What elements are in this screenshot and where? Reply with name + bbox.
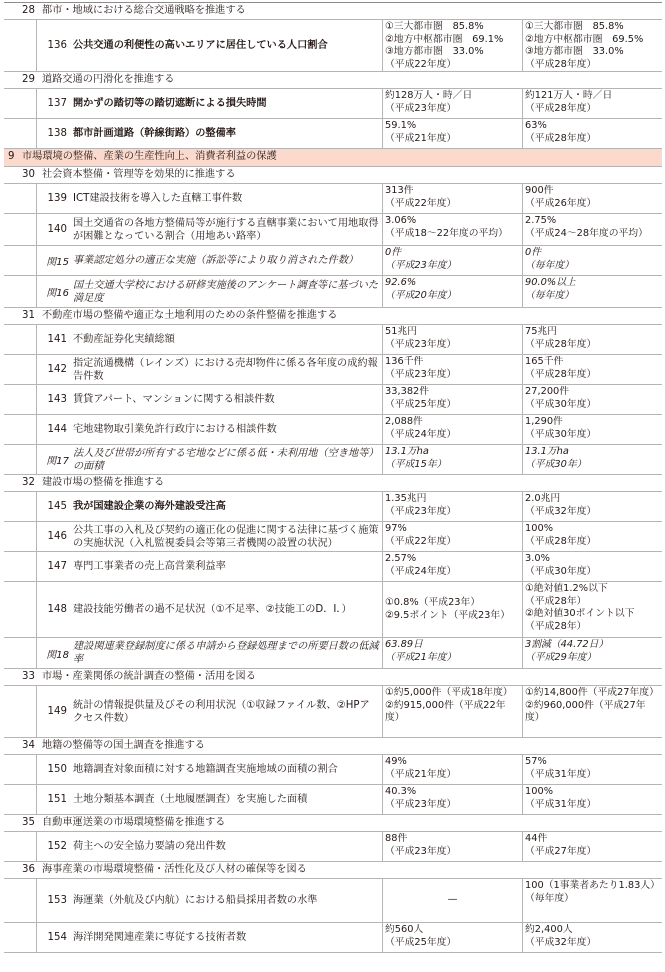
target-value: 100（1事業者あたり1.83人） （毎年度）	[522, 879, 662, 922]
target-value: 165千件 （平成28年度）	[522, 355, 662, 384]
table-row	[4, 552, 662, 582]
indicator-label: 建設技能労働者の過不足状況（①不足率、②技能工のD．I．）	[73, 604, 352, 615]
indicator-table	[4, 2, 662, 953]
baseline-value: ①約5,000件（平成18年度） ②約915,000件（平成22年度）	[382, 686, 522, 737]
indicator-number: 137	[47, 98, 67, 109]
target-value: 約121万人・時／日 （平成28年度）	[522, 89, 662, 118]
indicator-label: 不動産証券化実績総額	[73, 334, 175, 345]
target-value: 57% （平成31年度）	[522, 755, 662, 784]
target-value: 900件 （平成26年度）	[522, 184, 662, 213]
indicator-label: ICT建設技術を導入した直轄工事件数	[73, 193, 243, 204]
group-number: 32	[22, 477, 35, 488]
table-row	[4, 385, 662, 415]
target-value: 2.75% （平成24～28年度の平均）	[522, 214, 662, 245]
group-number: 31	[22, 310, 35, 321]
indicator-label: 海運業（外航及び内航）における船員採用者数の水準	[73, 895, 318, 906]
indicator-number: 関15	[46, 257, 69, 268]
indicator-label: 国土交通大学校における研修実施後のアンケート調査等に基づいた満足度	[73, 279, 379, 304]
group-row	[4, 815, 662, 832]
indicator-label: 法人及び世帯が所有する宅地などに係る低・未利用地（空き地等）の面積	[73, 447, 379, 472]
indicator-label: 公共交通の利便性の高いエリアに居住している人口割合	[73, 40, 328, 51]
table-row	[4, 492, 662, 522]
target-value: 13.1万ha （平成30年）	[522, 445, 662, 474]
table-row	[4, 355, 662, 385]
indicator-label: 荷主への安全協力要請の発出件数	[73, 841, 226, 852]
baseline-value: 約128万人・時／日 （平成23年度）	[382, 89, 522, 118]
indicator-label: 開かずの踏切等の踏切遮断による損失時間	[73, 98, 267, 109]
target-value: 2.0兆円 （平成32年度）	[522, 492, 662, 521]
baseline-value: 97% （平成22年度）	[382, 522, 522, 551]
table-row	[4, 325, 662, 355]
table-row	[4, 119, 662, 149]
baseline-text: —	[447, 894, 458, 906]
table-row	[4, 755, 662, 785]
baseline-value: 59.1% （平成21年度）	[382, 119, 522, 148]
indicator-number: 147	[47, 561, 67, 572]
indicator-number: 145	[47, 501, 67, 512]
indicator-number: 136	[47, 40, 67, 51]
target-value: ①三大都市圏 85.8% ②地方中枢都市圏 69.5% ③地方都市圏 33.0% （平成28年度）	[522, 20, 662, 71]
baseline-value: 63.89日 （平成21年度）	[382, 638, 522, 668]
group-row	[4, 738, 662, 755]
target-value: 100% （平成28年度）	[522, 522, 662, 551]
target-value: 90.0%以上 （毎年度）	[522, 276, 662, 307]
group-number: 30	[22, 169, 35, 180]
table-row	[4, 686, 662, 738]
indicator-number: 148	[47, 604, 67, 615]
baseline-value: 2.57% （平成24年度）	[382, 552, 522, 581]
baseline-value: 136千件 （平成23年度）	[382, 355, 522, 384]
baseline-text: ①0.8%（平成23年） ②9.5ポイント（平成23年）	[385, 597, 511, 621]
baseline-value: 51兆円 （平成23年度）	[382, 325, 522, 354]
group-row	[4, 475, 662, 492]
target-value: 約2,400人 （平成32年度）	[522, 923, 662, 952]
group-title: 建設市場の整備を推進する	[42, 477, 165, 488]
group-number: 33	[22, 671, 35, 682]
group-title: 市場・産業関係の統計調査の整備・活用を図る	[42, 671, 256, 682]
table-row	[4, 879, 662, 923]
group-row	[4, 72, 662, 89]
table-row	[4, 832, 662, 862]
indicator-number: 関17	[46, 456, 69, 467]
table-row	[4, 415, 662, 445]
baseline-value: 33,382件 （平成25年度）	[382, 385, 522, 414]
indicator-number: 149	[47, 706, 67, 717]
indicator-number: 150	[47, 764, 67, 775]
target-value: 3.0% （平成30年度）	[522, 552, 662, 581]
baseline-value: 1.35兆円 （平成23年度）	[382, 492, 522, 521]
indicator-label: 公共工事の入札及び契約の適正化の促進に関する法律に基づく施策の実施状況（入札監視委員会等第三者機関の設置の状況）	[73, 524, 379, 549]
group-title: 不動産市場の整備や適正な土地利用のための条件整備を推進する	[42, 310, 338, 321]
baseline-value: ①三大都市圏 85.8% ②地方中枢都市圏 69.1% ③地方都市圏 33.0% （平成22年度）	[382, 20, 522, 71]
baseline-value: 3.06% （平成18～22年度の平均）	[382, 214, 522, 245]
baseline-value: 92.6% （平成20年度）	[382, 276, 522, 307]
indicator-number: 151	[47, 794, 67, 805]
indicator-label: 都市計画道路（幹線街路）の整備率	[73, 128, 236, 139]
baseline-value: 40.3% （平成23年度）	[382, 785, 522, 814]
target-value: 1,290件 （平成30年度）	[522, 415, 662, 444]
indicator-label: 海洋開発関連産業に専従する技術者数	[73, 932, 247, 943]
group-number: 28	[22, 5, 35, 16]
indicator-number: 152	[47, 841, 67, 852]
group-title: 自動車運送業の市場環境整備を推進する	[42, 817, 226, 828]
group-number: 34	[22, 740, 35, 751]
baseline-value: 49% （平成21年度）	[382, 755, 522, 784]
indicator-number: 141	[47, 334, 67, 345]
table-row	[4, 246, 662, 276]
indicator-label: 建設関連業登録制度に係る申請から登録処理までの所要日数の低減率	[73, 641, 379, 665]
group-row	[4, 862, 662, 879]
group-title: 社会資本整備・管理等を効果的に推進する	[42, 169, 236, 180]
group-number: 29	[22, 74, 35, 85]
target-value: ①絶対値1.2%以下 （平成28年） ②絶対値30ポイント以下 （平成28年）	[522, 582, 662, 637]
baseline-value: 2,088件 （平成24年度）	[382, 415, 522, 444]
indicator-number: 139	[47, 193, 67, 204]
indicator-number: 153	[47, 895, 67, 906]
target-value: ①約14,800件（平成27年度） ②約960,000件（平成27年度）	[522, 686, 662, 737]
target-value: 3割減（44.72日） （平成29年度）	[522, 638, 662, 668]
baseline-value	[382, 879, 522, 922]
indicator-label: 統計の情報提供量及びその利用状況（①収録ファイル数、②HPアクセス件数）	[73, 699, 370, 724]
target-value: 100% （平成31年度）	[522, 785, 662, 814]
indicator-label: 専門工事業者の売上高営業利益率	[73, 561, 226, 572]
table-row	[4, 89, 662, 119]
table-row	[4, 445, 662, 475]
indicator-label: 賃貸アパート、マンションに関する相談件数	[73, 394, 275, 405]
group-row	[4, 308, 662, 325]
baseline-value: 88件 （平成23年度）	[382, 832, 522, 861]
group-title: 海事産業の市場環境整備・活性化及び人材の確保等を図る	[42, 864, 307, 875]
group-title: 地籍の整備等の国土調査を推進する	[42, 740, 205, 751]
group-row	[4, 3, 662, 20]
table-row	[4, 184, 662, 214]
indicator-number: 関18	[46, 649, 69, 661]
baseline-value: 313件 （平成22年度）	[382, 184, 522, 213]
table-row	[4, 276, 662, 308]
group-number: 35	[22, 817, 35, 828]
group-title: 道路交通の円滑化を推進する	[42, 74, 175, 85]
target-value: 44件 （平成27年度）	[522, 832, 662, 861]
target-value: 27,200件 （平成30年度）	[522, 385, 662, 414]
table-row	[4, 785, 662, 815]
indicator-label: 指定流通機構（レインズ）における売却物件に係る各年度の成約報告件数	[73, 357, 378, 382]
indicator-number: 143	[47, 394, 67, 405]
table-row	[4, 638, 662, 669]
goal-number: 9	[8, 151, 15, 162]
group-number: 36	[22, 864, 35, 875]
policy-goal-row	[4, 149, 662, 167]
table-row	[4, 20, 662, 72]
baseline-value	[382, 582, 522, 637]
indicator-number: 142	[47, 364, 67, 375]
indicator-number: 146	[47, 531, 67, 542]
group-title: 都市・地域における総合交通戦略を推進する	[42, 5, 246, 16]
target-value: 0件 （毎年度）	[522, 246, 662, 275]
target-value: 63% （平成28年度）	[522, 119, 662, 148]
group-row	[4, 167, 662, 184]
indicator-number: 154	[47, 932, 67, 943]
baseline-value: 0件 （平成23年度）	[382, 246, 522, 275]
goal-title: 市場環境の整備、産業の生産性向上、消費者利益の保護	[22, 151, 277, 162]
table-row	[4, 214, 662, 246]
indicator-label: 宅地建物取引業免許行政庁における相談件数	[73, 424, 277, 435]
indicator-number: 138	[47, 128, 67, 139]
indicator-label: 地籍調査対象面積に対する地籍調査実施地域の面積の割合	[73, 764, 338, 775]
indicator-label: 土地分類基本調査（土地履歴調査）を実施した面積	[73, 794, 308, 805]
baseline-value: 約560人 （平成25年度）	[382, 923, 522, 952]
table-row	[4, 582, 662, 638]
group-row	[4, 669, 662, 686]
table-row	[4, 923, 662, 953]
indicator-label: 国土交通省の各地方整備局等が施行する直轄事業において用地取得が困難となっている割合（用地あい路率）	[73, 217, 379, 242]
table-row	[4, 522, 662, 552]
baseline-value: 13.1万ha （平成15年）	[382, 445, 522, 474]
indicator-number: 関16	[46, 288, 69, 299]
indicator-label: 我が国建設企業の海外建設受注高	[73, 501, 226, 512]
target-value: 75兆円 （平成28年度）	[522, 325, 662, 354]
indicator-label: 事業認定処分の適正な実施（訴訟等により取り消された件数）	[73, 255, 359, 266]
indicator-number: 140	[47, 224, 67, 235]
indicator-number: 144	[47, 424, 67, 435]
